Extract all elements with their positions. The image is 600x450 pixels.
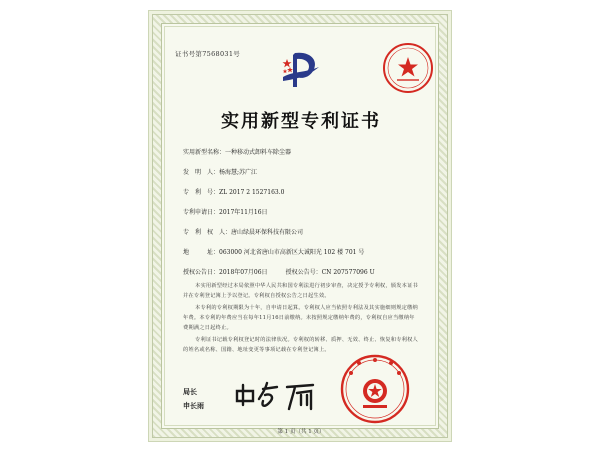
- patentee: [183, 227, 303, 236]
- field-label: 发 明 人：: [183, 169, 220, 176]
- field-label: 专利申请日：: [183, 209, 220, 216]
- field-value: 063000 河北省唐山市高新区大诚阳光 102 楼 701 号: [219, 249, 365, 256]
- field-value: 唐山绿晨环保科技有限公司: [231, 229, 304, 236]
- cnipa-logo-icon: [281, 47, 321, 89]
- grant-announcement: [183, 267, 375, 276]
- filing-date: [183, 207, 268, 216]
- field-label: 专 利 号：: [183, 189, 220, 196]
- field-label: 授权公告日：: [183, 269, 220, 276]
- certificate-number: 证书号第7568031号: [175, 50, 241, 58]
- certificate-paragraph: 专利证书记载专利权登记时的法律状况。专利权的转移、质押、无效、终止、恢复和专利权人的姓名或名称、国籍、地址变更等事项记载在专利登记簿上。: [183, 337, 418, 353]
- field-label: 地 址：: [183, 249, 220, 256]
- field-label: 授权公告号：: [285, 269, 322, 276]
- field-value: 一种移动式卸料车除尘器: [225, 149, 292, 156]
- certificate-paragraph: 本专利的专利权期限为十年，自申请日起算。专利权人应当依照专利法及其实施细则规定缴纳年费。本专利的年费应当在每年11月16日前缴纳。未按照规定缴纳年费的，专利权自应当缴纳年费期满之日起终止。: [183, 305, 418, 331]
- national-emblem-seal-icon: [339, 353, 411, 425]
- utility-model-name: [183, 147, 291, 156]
- field-label: 实用新型名称：: [183, 149, 226, 156]
- patent-number: [183, 187, 284, 196]
- officer-name: 申长雨: [183, 402, 204, 410]
- official-seal-icon: [381, 41, 435, 95]
- field-value: CN 207577096 U: [321, 269, 375, 276]
- officer-title: 局长: [183, 388, 197, 396]
- field-value: ZL 2017 2 1527163.0: [219, 189, 285, 196]
- field-label: 专 利 权 人：: [183, 229, 232, 236]
- field-value: 2017年11月16日: [219, 209, 268, 216]
- certificate-paragraph: 本实用新型经过本局依照中华人民共和国专利法进行初步审查，决定授予专利权，颁发本证书并在专利登记簿上予以登记。专利权自授权公告之日起生效。: [183, 283, 418, 299]
- signature-icon: [235, 379, 335, 413]
- page-number: 第 1 页（共 1 页）: [277, 429, 325, 435]
- patent-certificate: [148, 10, 452, 442]
- address: [183, 247, 364, 256]
- field-value: 杨海慧;苏广江: [219, 169, 258, 176]
- inventor: [183, 167, 257, 176]
- field-value: 2018年07月06日: [219, 269, 268, 276]
- certificate-title: 实用新型专利证书: [221, 111, 381, 132]
